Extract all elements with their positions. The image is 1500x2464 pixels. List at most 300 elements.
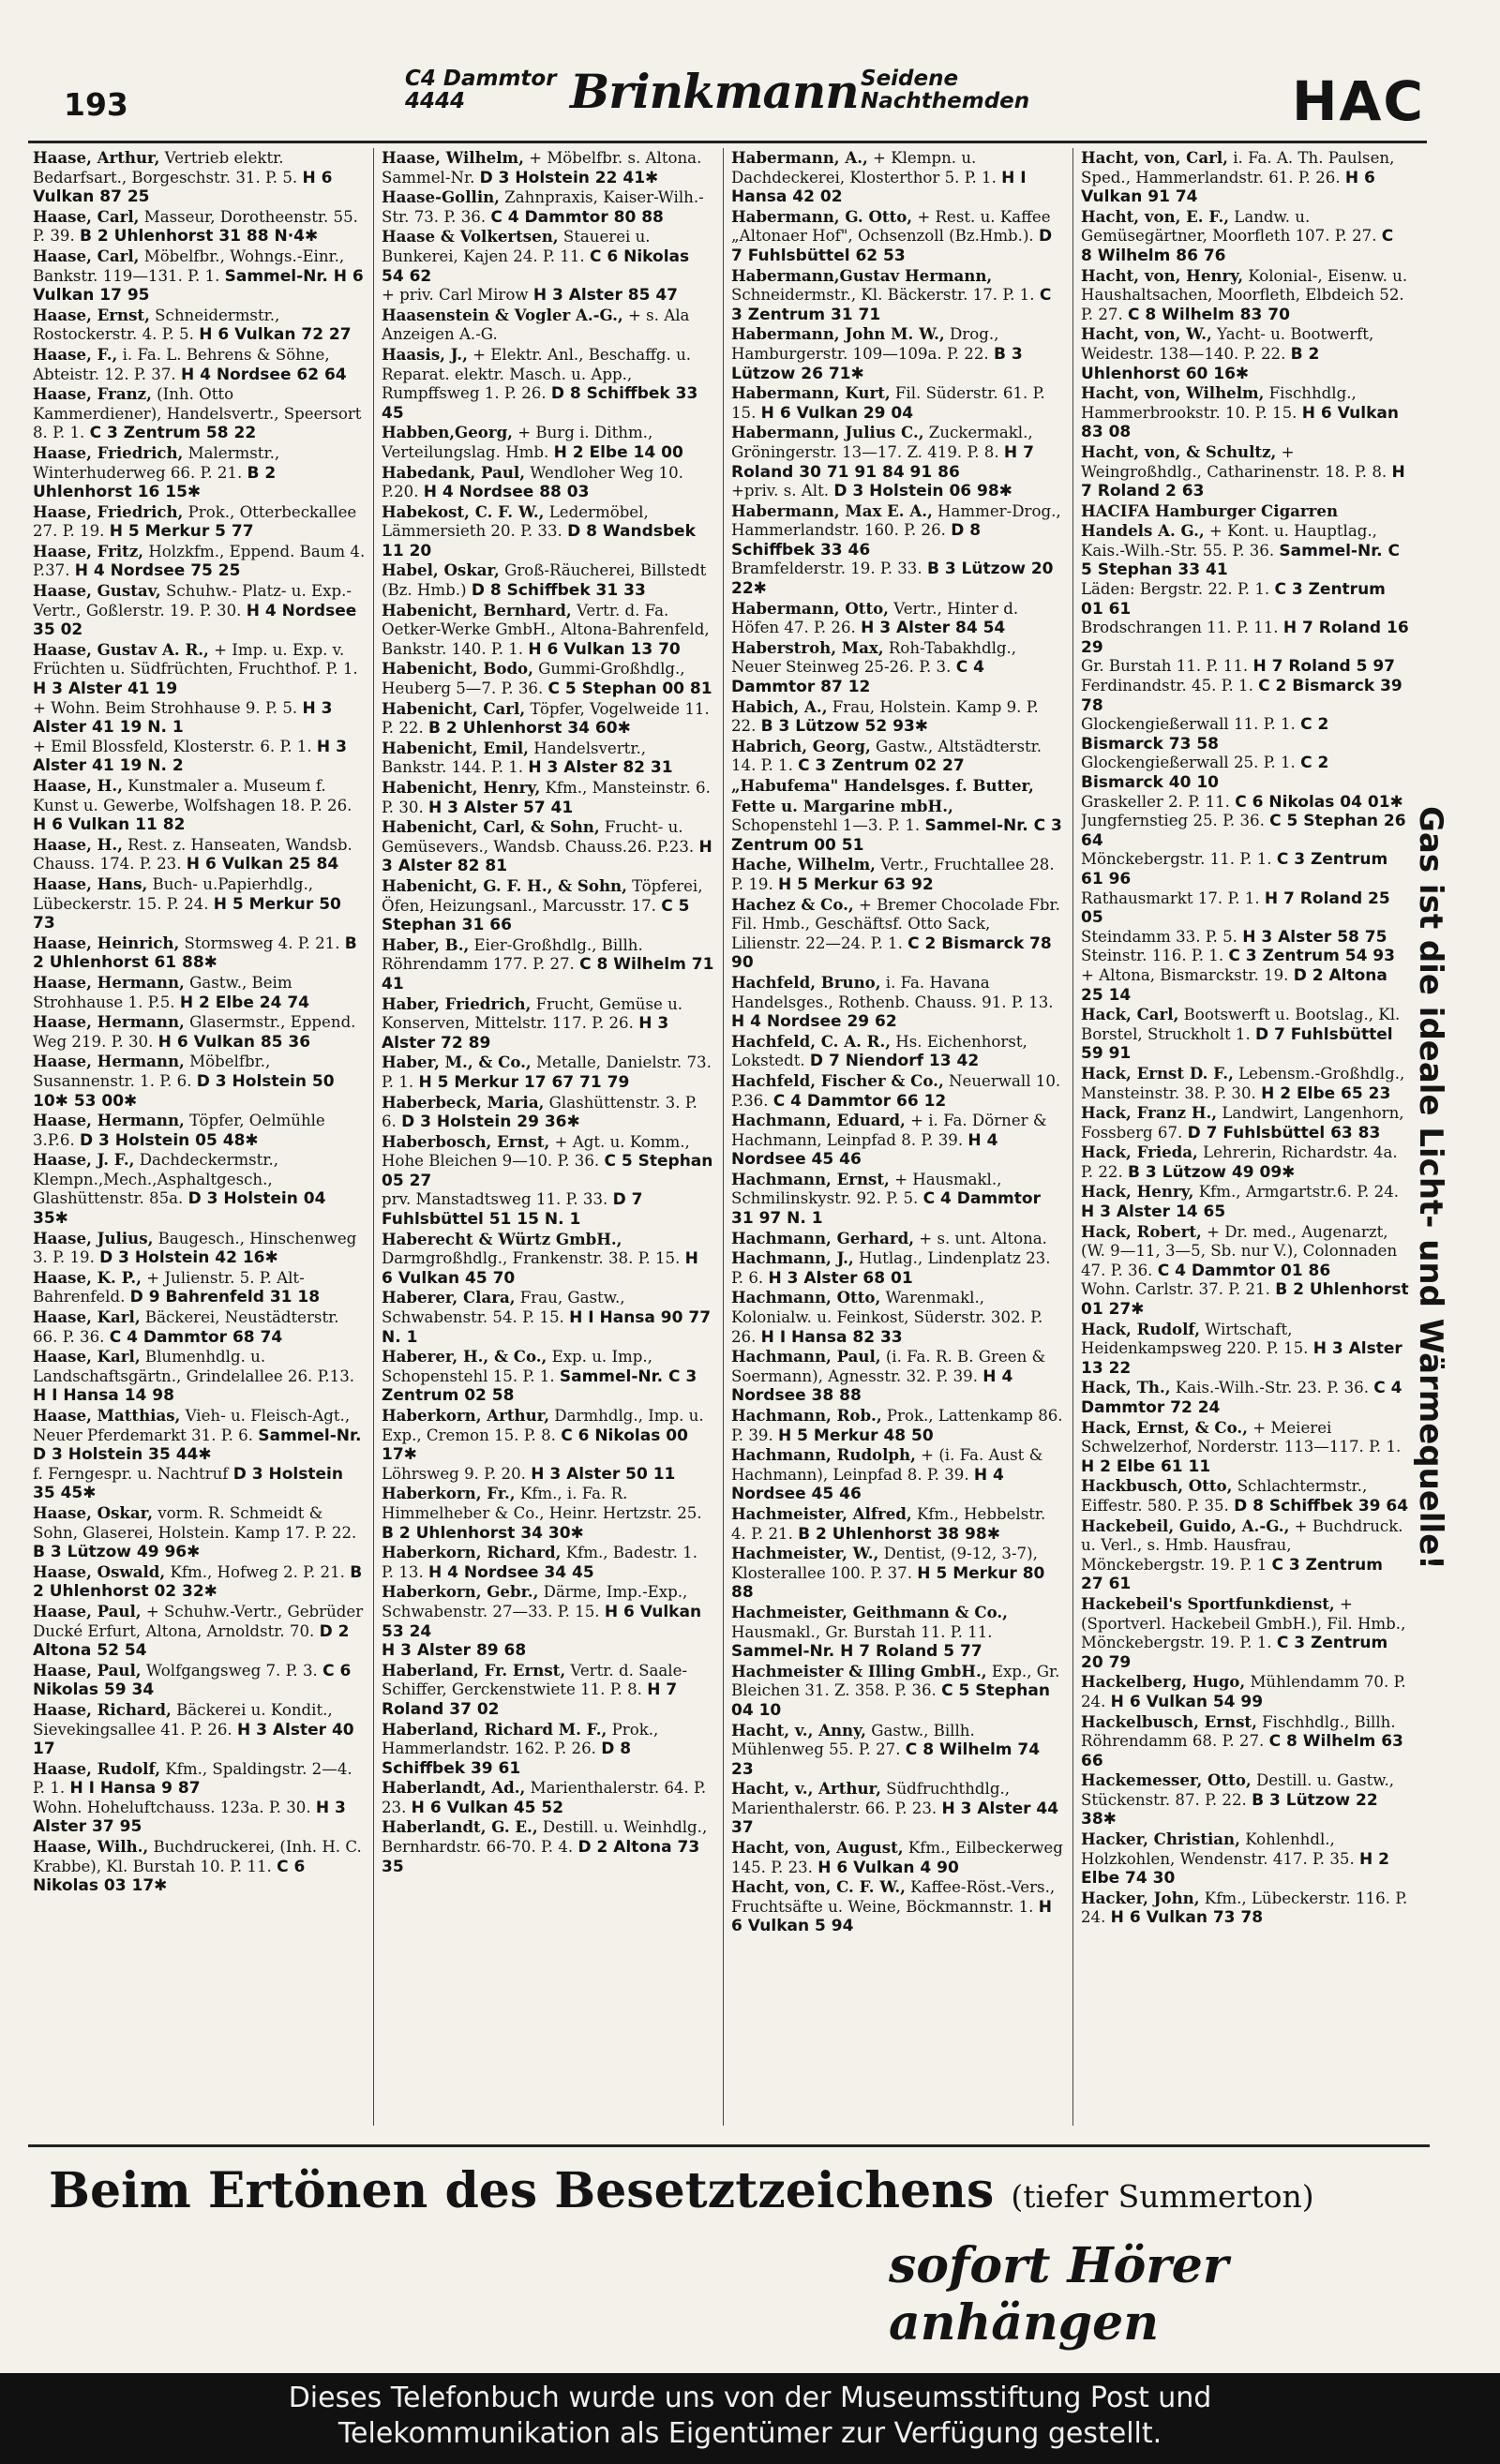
listing-entry	[731, 1721, 1064, 1780]
entry-details: Glockengießerwall 11. P. 1.	[1081, 715, 1296, 734]
entry-name: Haberkorn, Richard,	[382, 1543, 562, 1562]
entry-name: Hachfeld, Bruno,	[731, 972, 881, 992]
listing-entry	[731, 324, 1064, 383]
listing-entry	[33, 148, 366, 207]
listing-entry	[33, 1503, 366, 1562]
column-3	[731, 148, 1064, 2126]
entry-phone: H 3 Alster 41 19	[33, 679, 178, 699]
entry-details: Darmgroßhdlg., Frankenstr. 38. P. 15.	[382, 1249, 681, 1268]
listing-entry	[1081, 1770, 1409, 1829]
listing-entry	[1081, 1418, 1409, 1477]
listing-entry	[731, 1445, 1064, 1504]
listing-entry	[1081, 1064, 1409, 1103]
entry-name: Habben,Georg,	[382, 423, 513, 442]
entry-name: Hack, Robert,	[1081, 1221, 1202, 1241]
listing-entry	[382, 659, 714, 698]
listing-entry	[731, 501, 1064, 560]
entry-name: Haberlandt, G. E.,	[382, 1817, 538, 1837]
entry-details: Hausmakl., Gr. Burstah 11. P. 11.	[731, 1622, 993, 1641]
entry-details: Vertr. d. Saale-Schiffer, Gerckenstwiete 11. P. 8.	[382, 1661, 688, 1699]
listing-entry	[1081, 383, 1409, 442]
entry-phone: B 2 Uhlenhorst 61 88✱	[33, 933, 357, 973]
entry-phone: H 6 Vulkan 29 04	[760, 403, 914, 423]
entry-details: Gastw., Altstädterstr. 14. P. 1.	[731, 737, 1042, 775]
entry-details: + Klempn. u. Dachdeckerei, Klosterthor 5. P. 1.	[731, 149, 997, 187]
listing-entry	[731, 1288, 1064, 1347]
entry-name: Haase & Volkertsen,	[382, 227, 559, 246]
entry-phone: H 3 Alster 57 41	[428, 798, 574, 817]
entry-name: Haase, Franz,	[33, 384, 152, 404]
entry-details: Mönckebergstr. 11. P. 1.	[1081, 850, 1272, 869]
entry-phone: H I Hansa 42 02	[731, 168, 1027, 207]
entry-details: Gastw., Beim Strohhause 1. P.5.	[33, 973, 292, 1011]
entry-name: Hacht, von, Carl,	[1081, 148, 1228, 167]
listing-entry	[731, 148, 1064, 207]
entry-phone: C 8 Wilhelm 63 66	[1081, 1732, 1403, 1770]
entry-name: Hacht, von, Henry,	[1081, 265, 1244, 285]
entry-details: + Julienstr. 5. P. Alt-Bahrenfeld.	[33, 1268, 305, 1307]
entry-details: Dentist, (9-12, 3-7), Klosterallee 100. P. 37.	[731, 1545, 1038, 1582]
listing-entry	[382, 1641, 714, 1661]
entry-phone: H 7 Roland 5 97	[1252, 657, 1396, 677]
listing-entry	[731, 1111, 1064, 1170]
ad-brand-logo: Brinkmann	[570, 64, 859, 119]
entry-phone: C 5 Stephan 31 66	[382, 896, 690, 935]
entry-name: Hacker, John,	[1081, 1888, 1200, 1907]
entry-details: Vertr., Hinter d. Höfen 47. P. 26.	[731, 599, 1019, 637]
entry-phone: D 3 Holstein 50 10✱ 53 00✱	[33, 1071, 335, 1111]
entry-phone: H 3 Alster 41 19 N. 2	[33, 737, 347, 776]
entry-name: Hack, Ernst D. F.,	[1081, 1063, 1234, 1083]
entry-details: Malermstr., Winterhuderweg 66. P. 21.	[33, 443, 280, 482]
entry-name: Hacker, Christian,	[1081, 1829, 1240, 1849]
entry-phone: Sammel-Nr. C 5 Stephan 33 41	[1081, 541, 1401, 580]
entry-details: + Kont. u. Hauptlag., Kais.-Wilh.-Str. 55. P. 36.	[1081, 522, 1377, 560]
entry-name: Hack, Rudolf,	[1081, 1319, 1200, 1338]
entry-phone: B 2 Uhlenhorst 34 30✱	[382, 1523, 584, 1543]
entry-name: Habel, Oskar,	[382, 560, 500, 580]
entry-name: Haase, Julius,	[33, 1228, 154, 1247]
entry-phone: C 8 Wilhelm 71 41	[382, 955, 714, 993]
entry-phone: C 3 Zentrum 20 79	[1081, 1634, 1388, 1672]
entry-phone: C 2 Bismarck 73 58	[1081, 715, 1329, 754]
entry-name: Hachmann, J.,	[731, 1248, 854, 1268]
listing-entry	[1081, 928, 1409, 948]
entry-details: +priv. s. Alt.	[731, 482, 830, 500]
entry-details: + Emil Blossfeld, Klosterstr. 6. P. 1.	[33, 737, 312, 755]
entry-name: Habermann, A.,	[731, 148, 868, 167]
listing-entry	[33, 1111, 366, 1150]
ad-product-line1: Seidene	[861, 67, 959, 91]
page-number: 193	[64, 86, 128, 123]
entry-phone: H I Hansa 9 87	[69, 1779, 201, 1799]
entry-phone: D 8 Schiffbek 39 61	[382, 1740, 632, 1778]
entry-name: Habermann, G. Otto,	[731, 206, 913, 226]
listing-entry	[731, 1229, 1064, 1249]
entry-name: Haase, Wilhelm,	[382, 148, 524, 167]
entry-details: Hutlag., Lindenplatz 23. P. 6.	[731, 1249, 1051, 1287]
entry-phone: H 6 Vulkan 83 08	[1081, 403, 1399, 442]
entry-phone: C 4 Dammtor 66 12	[772, 1091, 947, 1111]
listing-entry	[382, 148, 714, 169]
entry-phone: Sammel-Nr. D 3 Holstein 35 44✱	[33, 1426, 362, 1465]
entry-name: Haase, Rudolf,	[33, 1758, 161, 1778]
entry-name: Haase, Hans,	[33, 874, 148, 893]
entry-phone: C 5 Stephan 05 27	[382, 1152, 713, 1190]
entry-phone: D 3 Holstein 04 35✱	[33, 1189, 326, 1229]
entry-details: Kfm., Armgartstr.6. P. 24.	[1198, 1183, 1400, 1202]
listing-entry	[1081, 1320, 1409, 1379]
entry-details: + Imp. u. Exp. v. Früchten u. Südfrüchten, Fruchthof. P. 1.	[33, 640, 358, 679]
entry-name: Haase, Oswald,	[33, 1561, 166, 1581]
listing-entry	[1081, 1222, 1409, 1281]
listing-entry	[1081, 966, 1409, 1005]
entry-name: Hachmann, Eduard,	[731, 1111, 906, 1130]
entry-details: Kfm., Mansteinstr. 6. P. 30.	[382, 779, 711, 816]
listing-entry	[33, 1799, 366, 1837]
entry-name: Haberstroh, Max,	[731, 637, 884, 657]
entry-name: Haasis, J.,	[382, 344, 468, 364]
listing-entry	[382, 1465, 714, 1485]
entry-details: Ledermöbel, Lämmersieth 20. P. 33.	[382, 502, 649, 541]
entry-details: Masseur, Dorotheenstr. 55. P. 39.	[33, 207, 358, 246]
entry-details: Holzkfm., Eppend. Baum 4. P.37.	[33, 542, 366, 580]
entry-name: Hachmann, Otto,	[731, 1288, 881, 1307]
entry-name: Habrich, Georg,	[731, 736, 871, 755]
entry-phone: H 3 Alster 68 01	[768, 1268, 913, 1288]
entry-phone: C 4 Dammtor 80 88	[490, 207, 664, 227]
listing-entry	[33, 640, 366, 699]
entry-phone: H 4 Nordsee 38 88	[731, 1366, 1013, 1406]
ad-exchange: C4 Dammtor	[405, 67, 557, 91]
entry-details: Töpferei, Öfen, Heizungsanl., Marcusstr. 17.	[382, 876, 703, 915]
entry-name: Habermann, Max E. A.,	[731, 500, 933, 520]
entry-name: Haase, Hermann,	[33, 1111, 185, 1130]
entry-phone: H 5 Merkur 48 50	[778, 1426, 934, 1445]
entry-phone: H 4 Nordsee 75 25	[74, 561, 241, 581]
entry-details: Stauerei u. Bunkerei, Kajen 24. P. 11.	[382, 228, 651, 265]
column-2	[382, 148, 714, 2126]
entry-phone: D 7 Fuhlsbüttel 59 91	[1081, 1024, 1393, 1064]
listing-entry	[382, 463, 714, 502]
listing-entry	[33, 874, 366, 933]
ad-product-line2: Nachthemden	[861, 89, 1030, 113]
listing-entry	[382, 876, 714, 935]
entry-phone: D 3 Holstein 06 98✱	[833, 482, 1012, 501]
entry-name: Hack, Franz H.,	[1081, 1103, 1218, 1123]
entry-details: + Dr. med., Augenarzt, (W. 9—11, 3—5, Sb. nur V.), Colonnaden 47. P. 36.	[1081, 1222, 1398, 1279]
entry-name: Haberland, Richard M. F.,	[382, 1719, 608, 1739]
entry-phone: H 7 Roland 16 29	[1081, 619, 1409, 657]
listing-entry	[1081, 1142, 1409, 1182]
entry-phone: C 4 Dammtor 72 24	[1081, 1379, 1402, 1417]
entry-name: Hackebeil's Sportfunkdienst,	[1081, 1593, 1335, 1613]
entry-phone: D 2 Altona 25 14	[1081, 965, 1388, 1005]
entry-name: Haase, Paul,	[33, 1660, 142, 1680]
entry-phone: C 6 Nikolas 54 62	[382, 246, 690, 286]
listing-entry	[382, 817, 714, 876]
entry-phone: C 5 Stephan 26 64	[1081, 812, 1406, 850]
entry-name: Habenicht, G. F. H., & Sohn,	[382, 875, 627, 895]
listing-entry	[731, 423, 1064, 482]
entry-details: Steinstr. 116. P. 1.	[1081, 947, 1224, 965]
entry-details: Zuckermakl., Gröningerstr. 13—17. Z. 419. P. 8.	[731, 424, 1033, 461]
entry-name: Hachfeld, C. A. R.,	[731, 1031, 891, 1051]
entry-phone: C 6 Nikolas 03 17✱	[33, 1857, 306, 1896]
listing-entry	[1081, 501, 1409, 580]
entry-name: „Habufema" Handelsges. f. Butter, Fette u. Margarine mbH.,	[731, 776, 1034, 815]
column-1	[33, 148, 366, 2126]
entry-name: Haase, Ernst,	[33, 305, 150, 324]
entry-details: Buch- u.Papierhdlg., Lübeckerstr. 15. P. 24.	[33, 874, 314, 913]
entry-name: Haase, Carl,	[33, 246, 140, 265]
entry-phone: H 4 Nordsee 45 46	[731, 1465, 1004, 1504]
entry-details: Vertr., Fruchtallee 28. P. 19.	[731, 856, 1055, 893]
listing-entry	[1081, 812, 1409, 850]
entry-details: Baugesch., Hinschenweg 3. P. 19.	[33, 1229, 357, 1267]
entry-phone: B 3 Lützow 52 93✱	[760, 717, 929, 737]
entry-phone: H 6 Vulkan 54 99	[1110, 1692, 1264, 1711]
entry-phone: H 3 Alster 40 17	[33, 1720, 354, 1759]
entry-phone: Sammel-Nr. C 3 Zentrum 02 58	[382, 1366, 698, 1406]
entry-details: Exp. u. Imp., Schopenstehl 15. P. 1.	[382, 1348, 652, 1385]
entry-name: Haase, Friedrich,	[33, 501, 184, 521]
entry-name: Haase, J. F.,	[33, 1150, 135, 1170]
entry-details: (Inh. Otto Kammerdiener), Handelsvertr., Speersort 8. P. 1.	[33, 385, 362, 442]
listing-entry	[1081, 1889, 1409, 1928]
listing-entry	[1081, 1005, 1409, 1064]
entry-phone: H 3 Alster 58 75	[1242, 927, 1388, 947]
entry-details: Glasermstr., Eppend. Weg 219. P. 30.	[33, 1013, 356, 1051]
entry-details: Wirtschaft, Heidenkampsweg 220. P. 15.	[1081, 1320, 1309, 1358]
entry-details: Schneidermstr., Kl. Bäckerstr. 17. P. 1.	[731, 286, 1035, 305]
listing-entry	[382, 187, 714, 227]
listing-entry	[731, 207, 1064, 266]
entry-phone: B 3 Lützow 49 96✱	[33, 1543, 201, 1562]
entry-phone: C 3 Zentrum 01 61	[1081, 580, 1386, 619]
entry-phone: H 6 Vulkan 91 74	[1081, 168, 1375, 207]
listing-entry	[731, 1347, 1064, 1406]
entry-details: i. Fa. L. Behrens & Söhne, Abteistr. 12. P. 37.	[33, 345, 330, 383]
entry-phone: C 8 Wilhelm 83 70	[1128, 305, 1290, 324]
entry-details: + priv. Carl Mirow	[382, 286, 529, 305]
entry-phone: C 2 Bismarck 39 78	[1081, 677, 1402, 715]
entry-details: + (i. Fa. Aust & Hachmann), Leinpfad 8. P. 39.	[731, 1446, 1043, 1484]
entry-name: Haase, Carl,	[33, 206, 140, 226]
listing-entry	[382, 1720, 714, 1779]
entry-phone: D 9 Bahrenfeld 31 18	[129, 1288, 321, 1307]
side-advert-text: Gas ist die ideale Licht- und Wärmequelle!	[1412, 806, 1449, 1570]
entry-phone: C 5 Stephan 04 10	[731, 1681, 1050, 1720]
listing-entry	[33, 1347, 366, 1406]
entry-phone: H 6 Vulkan 72 27	[199, 325, 352, 345]
entry-phone: B 3 Lützow 20 22✱	[731, 560, 1054, 599]
entry-details: Brodschrangen 11. P. 11.	[1081, 619, 1279, 637]
entry-phone: D 8 Schiffbek 33 46	[731, 521, 982, 560]
entry-details: + i. Fa. Dörner & Hachmann, Leinpfad 8. P. 39.	[731, 1112, 1047, 1149]
entry-details: Buchdruckerei, (Inh. H. C. Krabbe), Kl. Burstah 10. P. 11.	[33, 1838, 362, 1875]
entry-phone: H 7 Roland 2 63	[1081, 462, 1405, 501]
listing-entry	[382, 1484, 714, 1543]
entry-details: Destill. u. Gastw., Stückenstr. 87. P. 22.	[1081, 1771, 1395, 1809]
listing-entry	[1081, 324, 1409, 383]
entry-details: Wohn. Hoheluftchauss. 123a. P. 30.	[33, 1798, 311, 1816]
entry-phone: H 4 Nordsee 88 03	[423, 483, 590, 502]
entry-phone: H 5 Merkur 5 77	[109, 522, 254, 542]
entry-phone: H 3 Alster 82 31	[528, 758, 673, 778]
listing-entry	[1081, 1829, 1409, 1889]
entry-phone: Sammel-Nr. H 6 Vulkan 17 95	[33, 266, 364, 306]
entry-phone: D 8 Wandsbek 11 20	[382, 522, 696, 560]
ad-number: 4444	[405, 89, 466, 113]
entry-name: Haase, Hermann,	[33, 1052, 185, 1071]
entry-phone: H 3 Alster 14 65	[1081, 1202, 1226, 1222]
entry-phone: H 4 Nordsee 35 02	[33, 601, 357, 640]
entry-details: Schlachtermstr., Eiffestr. 580. P. 35.	[1081, 1477, 1368, 1515]
footer-line-2: sofort Hörer anhängen	[889, 2237, 1229, 2352]
listing-entry	[1081, 754, 1409, 792]
listing-entry	[382, 1778, 714, 1817]
listing-entry	[33, 1837, 366, 1896]
entry-details: Därme, Imp.-Exp., Schwabenstr. 27—33. P. 15.	[382, 1583, 688, 1620]
listing-entry	[382, 1817, 714, 1876]
entry-details: Prok., Hammerlandstr. 162. P. 26.	[382, 1720, 659, 1758]
entry-name: Hacht, v., Anny,	[731, 1720, 866, 1740]
entry-name: Haase, Hermann,	[33, 1012, 185, 1032]
entry-name: Hackebeil, Guido, A.-G.,	[1081, 1516, 1290, 1535]
entry-details: + Burg i. Dithm., Verteilungslag. Hmb.	[382, 424, 653, 461]
entry-phone: D 2 Altona 73 35	[382, 1838, 700, 1876]
listing-entry	[382, 1132, 714, 1191]
entry-phone: H 5 Merkur 80 88	[731, 1563, 1045, 1603]
entry-details: Kfm., Eilbeckerweg 145. P. 23.	[731, 1839, 1063, 1876]
listing-entry	[382, 778, 714, 817]
entry-details: Exp., Gr. Bleichen 31. Z. 358. P. 36.	[731, 1662, 1060, 1700]
entry-name: Hache, Wilhelm,	[731, 855, 876, 874]
entry-name: Haber, Friedrich,	[382, 993, 532, 1013]
entry-name: Hack, Henry,	[1081, 1182, 1194, 1202]
entry-name: Hacht, von, C. F. W.,	[731, 1877, 906, 1897]
entry-details: Bäckerei, Neustädterstr. 66. P. 36.	[33, 1308, 339, 1346]
entry-phone: H 6 Vulkan 85 36	[158, 1032, 311, 1052]
listing-entry	[382, 1093, 714, 1132]
entry-phone: H 6 Vulkan 11 82	[33, 815, 186, 835]
listing-entry	[731, 776, 1064, 855]
column-4	[1081, 148, 1409, 2126]
entry-phone: D 2 Altona 52 54	[33, 1621, 350, 1661]
entry-phone: C 6 Nikolas 04 01✱	[1235, 792, 1403, 812]
listing-entry	[382, 994, 714, 1053]
entry-phone: H I Hansa 82 33	[760, 1327, 903, 1347]
entry-phone: C 4 Dammtor 01 86	[1157, 1261, 1331, 1280]
entry-phone: H 5 Merkur 63 92	[778, 874, 934, 894]
entry-phone: B 3 Lützow 49 09✱	[1128, 1162, 1296, 1182]
entry-name: Hachez & Co.,	[731, 894, 854, 914]
entry-phone: H I Hansa 90 77 N. 1	[382, 1308, 712, 1347]
entry-details: Prok., Otterbeckallee 27. P. 19.	[33, 502, 357, 541]
entry-phone: H 3 Alster 84 54	[861, 619, 1006, 638]
archive-notice-line2: Telekommunikation als Eigentümer zur Verfügung gestellt.	[338, 2417, 1162, 2450]
entry-details: Jungfernstieg 25. P. 36.	[1081, 812, 1265, 830]
entry-name: Haberkorn, Fr.,	[382, 1484, 516, 1503]
entry-phone: B 2 Uhlenhorst 34 60✱	[428, 719, 631, 739]
listing-entry	[1081, 715, 1409, 754]
entry-phone: H 6 Vulkan 87 25	[33, 168, 333, 207]
entry-name: Hacht, von, W.,	[1081, 324, 1212, 344]
entry-details: + Elektr. Anl., Beschaffg. u. Reparat. elektr. Masch. u. App., Rumpffsweg 1. P. 26.	[382, 345, 692, 403]
entry-name: Haber, M., & Co.,	[382, 1053, 532, 1072]
footer-line-1-text: Beim Ertönen des Besetztzeichens	[49, 2162, 995, 2219]
entry-phone: D 7 Fuhlsbüttel 51 15 N. 1	[382, 1190, 643, 1230]
entry-phone: H 5 Merkur 50 73	[33, 894, 341, 933]
entry-name: Habermann, Kurt,	[731, 383, 891, 403]
listing-entry	[382, 1053, 714, 1092]
listing-entry	[731, 383, 1064, 423]
entry-details: Hs. Eichenhorst, Lokstedt.	[731, 1032, 1028, 1070]
listing-entry	[33, 502, 366, 542]
entry-details: + Schuhw.-Vertr., Gebrüder Ducké Erfurt, Altona, Arnoldstr. 70.	[33, 1602, 364, 1640]
entry-details: Möbelfbr., Susannenstr. 1. P. 6.	[33, 1053, 271, 1090]
listing-entry	[731, 266, 1064, 325]
listing-entry	[1081, 207, 1409, 266]
listing-entry	[731, 1071, 1064, 1111]
listing-entry	[382, 1288, 714, 1347]
side-advert	[1412, 806, 1478, 1837]
entry-name: Hack, Frieda,	[1081, 1142, 1198, 1162]
entry-details: + Agt. u. Komm., Hohe Bleichen 9—10. P. 36.	[382, 1132, 690, 1171]
listing-entry	[731, 895, 1064, 973]
entry-details: Läden: Bergstr. 22. P. 1.	[1081, 580, 1270, 599]
column-divider	[723, 148, 724, 2126]
listing-entry	[33, 1307, 366, 1347]
listing-entry	[33, 542, 366, 581]
entry-details: Groß-Räucherei, Billstedt (Bz. Hmb.)	[382, 561, 707, 600]
entry-phone: C 3 Zentrum 58 22	[89, 424, 257, 443]
entry-phone: H 3 Alster 44 37	[731, 1799, 1059, 1838]
header-rule	[28, 141, 1427, 143]
entry-details: Kaffee-Röst.-Vers., Fruchtsäfte u. Weine, Böckmannstr. 1.	[731, 1878, 1056, 1916]
entry-name: Habermann,Gustav Hermann,	[731, 265, 993, 285]
entry-phone: D 7 Fuhlsbüttel 62 53	[731, 227, 1053, 265]
entry-details: Mühlendamm 70. P. 24.	[1081, 1673, 1406, 1710]
entry-phone: B 2 Uhlenhorst 60 16✱	[1081, 344, 1320, 383]
entry-details: Metalle, Danielstr. 73. P. 1.	[382, 1053, 712, 1091]
entry-details: Löhrsweg 9. P. 20.	[382, 1464, 526, 1483]
listing-entry	[1081, 580, 1409, 619]
entry-phone: H 4 Nordsee 29 62	[731, 1012, 897, 1032]
entry-details: Roh-Tabakhdlg., Neuer Steinweg 25-26. P. 3.	[731, 638, 1017, 677]
listing-entry	[33, 345, 366, 384]
entry-name: Haberecht & Würtz GmbH.,	[382, 1229, 622, 1248]
entry-details: Kolonial-, Eisenw. u. Haushaltsachen, Moorfleth, Elbdeich 52. P. 27.	[1081, 266, 1408, 323]
entry-name: Haase, F.,	[33, 344, 118, 364]
listing-entry	[33, 699, 366, 738]
listing-entry	[1081, 619, 1409, 657]
entry-details: Gummi-Großhdlg., Heuberg 5—7. P. 36.	[382, 660, 685, 698]
entry-name: Haberlandt, Ad.,	[382, 1778, 526, 1798]
entry-name: Haase, H.,	[33, 834, 123, 854]
listing-entry	[382, 345, 714, 423]
entry-phone: C 8 Wilhelm 74 23	[731, 1740, 1041, 1779]
listing-entry	[382, 286, 714, 306]
entry-phone: C 8 Wilhelm 86 76	[1081, 227, 1394, 265]
listing-entry	[33, 835, 366, 874]
entry-name: Habekost, C. F. W.,	[382, 501, 545, 521]
entry-details: Frau, Holstein. Kamp 9. P. 22.	[731, 697, 1039, 736]
entry-phone: D 8 Schiffbek 31 33	[471, 581, 646, 601]
entry-name: Haber, B.,	[382, 934, 470, 954]
entry-name: Hachmann, Ernst,	[731, 1169, 890, 1188]
